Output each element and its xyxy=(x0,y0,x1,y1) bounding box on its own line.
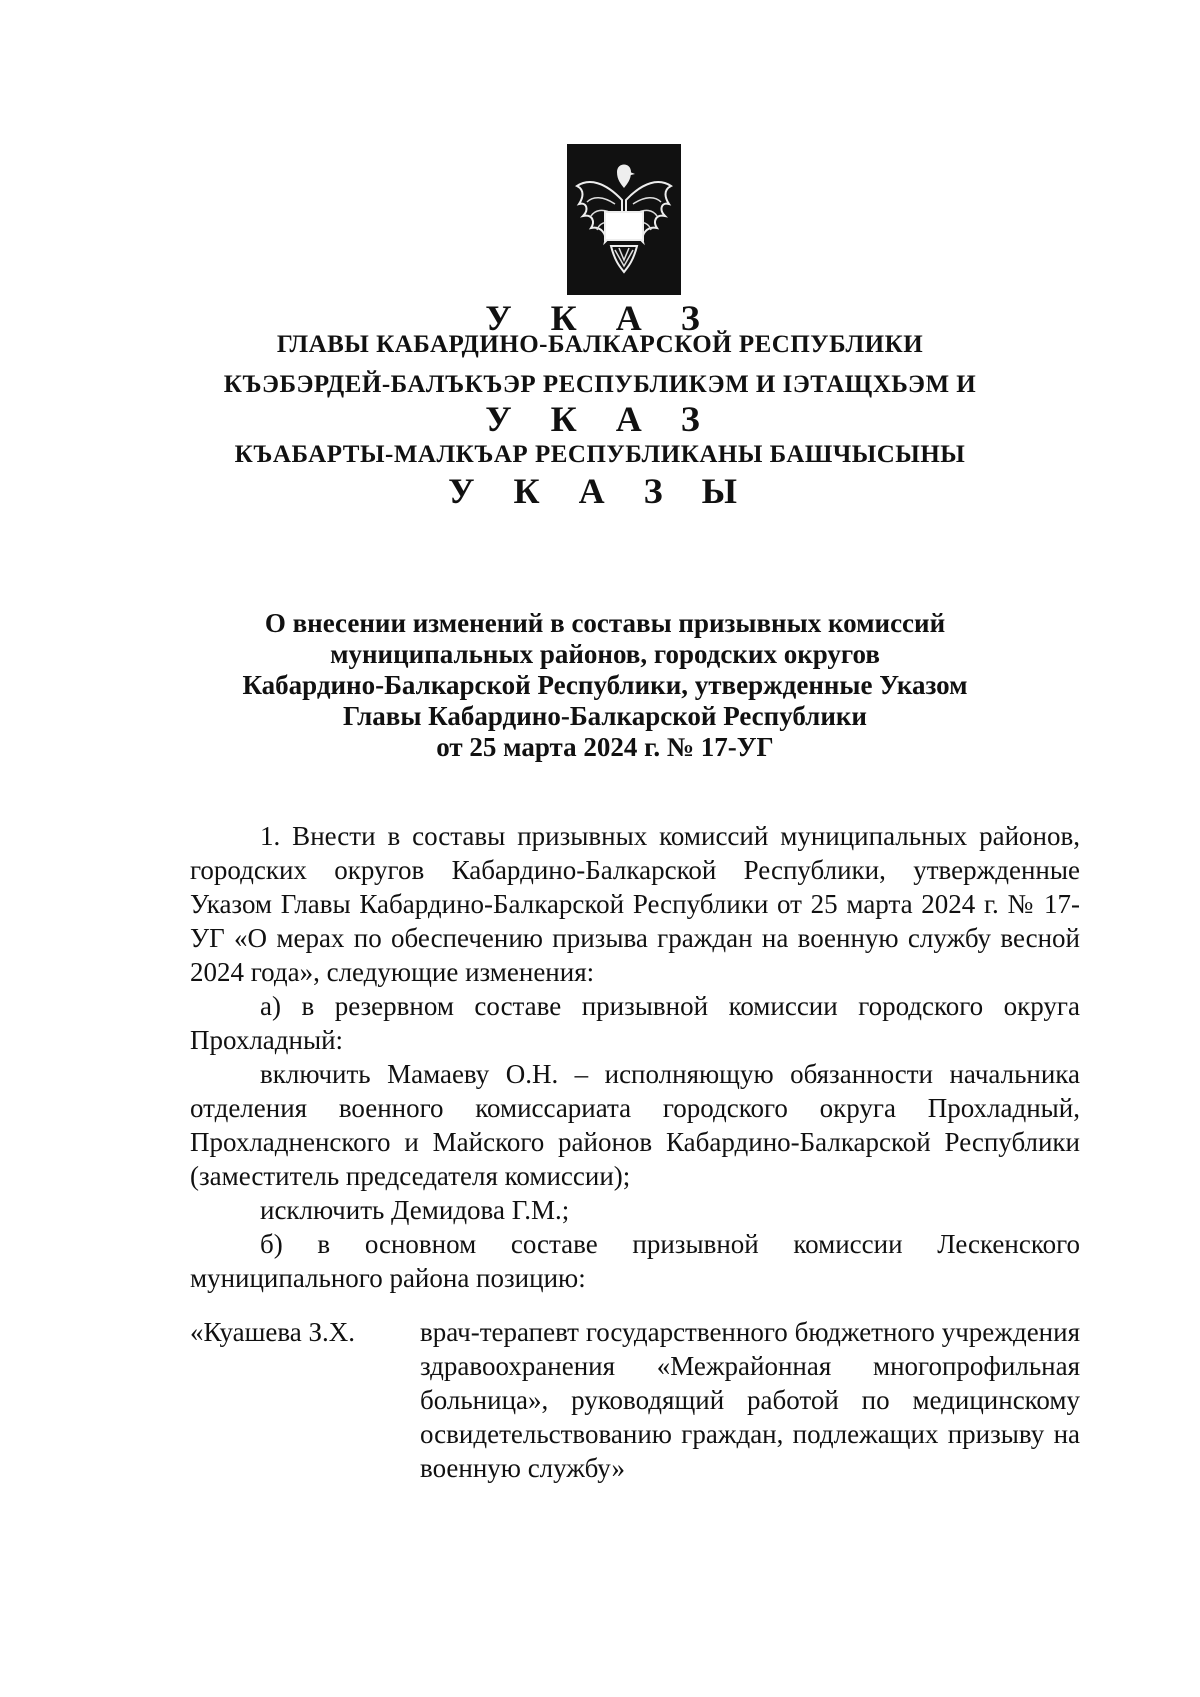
title-line: О внесении изменений в составы призывных комиссий xyxy=(264,608,946,638)
entry-description-wrap xyxy=(420,1315,1080,1485)
decree-body xyxy=(190,819,1080,1295)
paragraph-b: б) в основном составе призывной комиссии Лескенского муниципального района позицию: xyxy=(190,1229,1080,1293)
title-line: от 25 марта 2024 г. № 17-УГ xyxy=(436,732,774,762)
ukaz-heading-2: У К А З xyxy=(485,399,715,439)
entry-description: врач-терапевт государственного бюджетного учреждения здравоохранения «Межрайонная многопрофильная больница», руководящий работой по медицинскому освидетельствованию граждан, подлежащих призыву на военную службу» xyxy=(420,1317,1080,1483)
coat-of-arms-icon xyxy=(565,142,683,297)
commission-entry xyxy=(190,1315,1080,1485)
paragraph-1: 1. Внести в составы призывных комиссий муниципальных районов, городских округов Кабардино-Балкарской Республики, утвержденные Указом Главы Кабардино-Балкарской Республики от 25 марта 2024 г. № 17-УГ «О мерах по обеспечению призыва граждан на военную службу весной 2024 года», следующие изменения: xyxy=(190,821,1080,987)
heading-balkar: КЪАБАРТЫ-МАЛКЪАР РЕСПУБЛИКАНЫ БАШЧЫСЫНЫ xyxy=(234,441,966,468)
entry-name: «Куашева З.Х. xyxy=(190,1317,356,1347)
ukaz-heading-1: У К А З xyxy=(485,298,715,338)
decree-title xyxy=(190,608,1020,763)
title-line: муниципальных районов, городских округов xyxy=(330,639,880,669)
ukaz-heading-3: У К А З Ы xyxy=(448,471,752,511)
heading-kabardian: КЪЭБЭРДЕЙ-БАЛЪКЪЭР РЕСПУБЛИКЭМ И IЭТАЩХЬЭМ И xyxy=(223,371,977,398)
heading-russian: ГЛАВЫ КАБАРДИНО-БАЛКАРСКОЙ РЕСПУБЛИКИ xyxy=(276,331,924,358)
paragraph-include: включить Мамаеву О.Н. – исполняющую обязанности начальника отделения военного комиссариата городского округа Прохладный, Прохладненского и Майского районов Кабардино-Балкарской Республики (заместитель председателя комиссии); xyxy=(190,1059,1080,1191)
paragraph-a: а) в резервном составе призывной комиссии городского округа Прохладный: xyxy=(190,991,1080,1055)
title-line: Главы Кабардино-Балкарской Республики xyxy=(342,701,867,731)
paragraph-exclude: исключить Демидова Г.М.; xyxy=(260,1195,570,1225)
title-line: Кабардино-Балкарской Республики, утвержденные Указом xyxy=(242,670,968,700)
